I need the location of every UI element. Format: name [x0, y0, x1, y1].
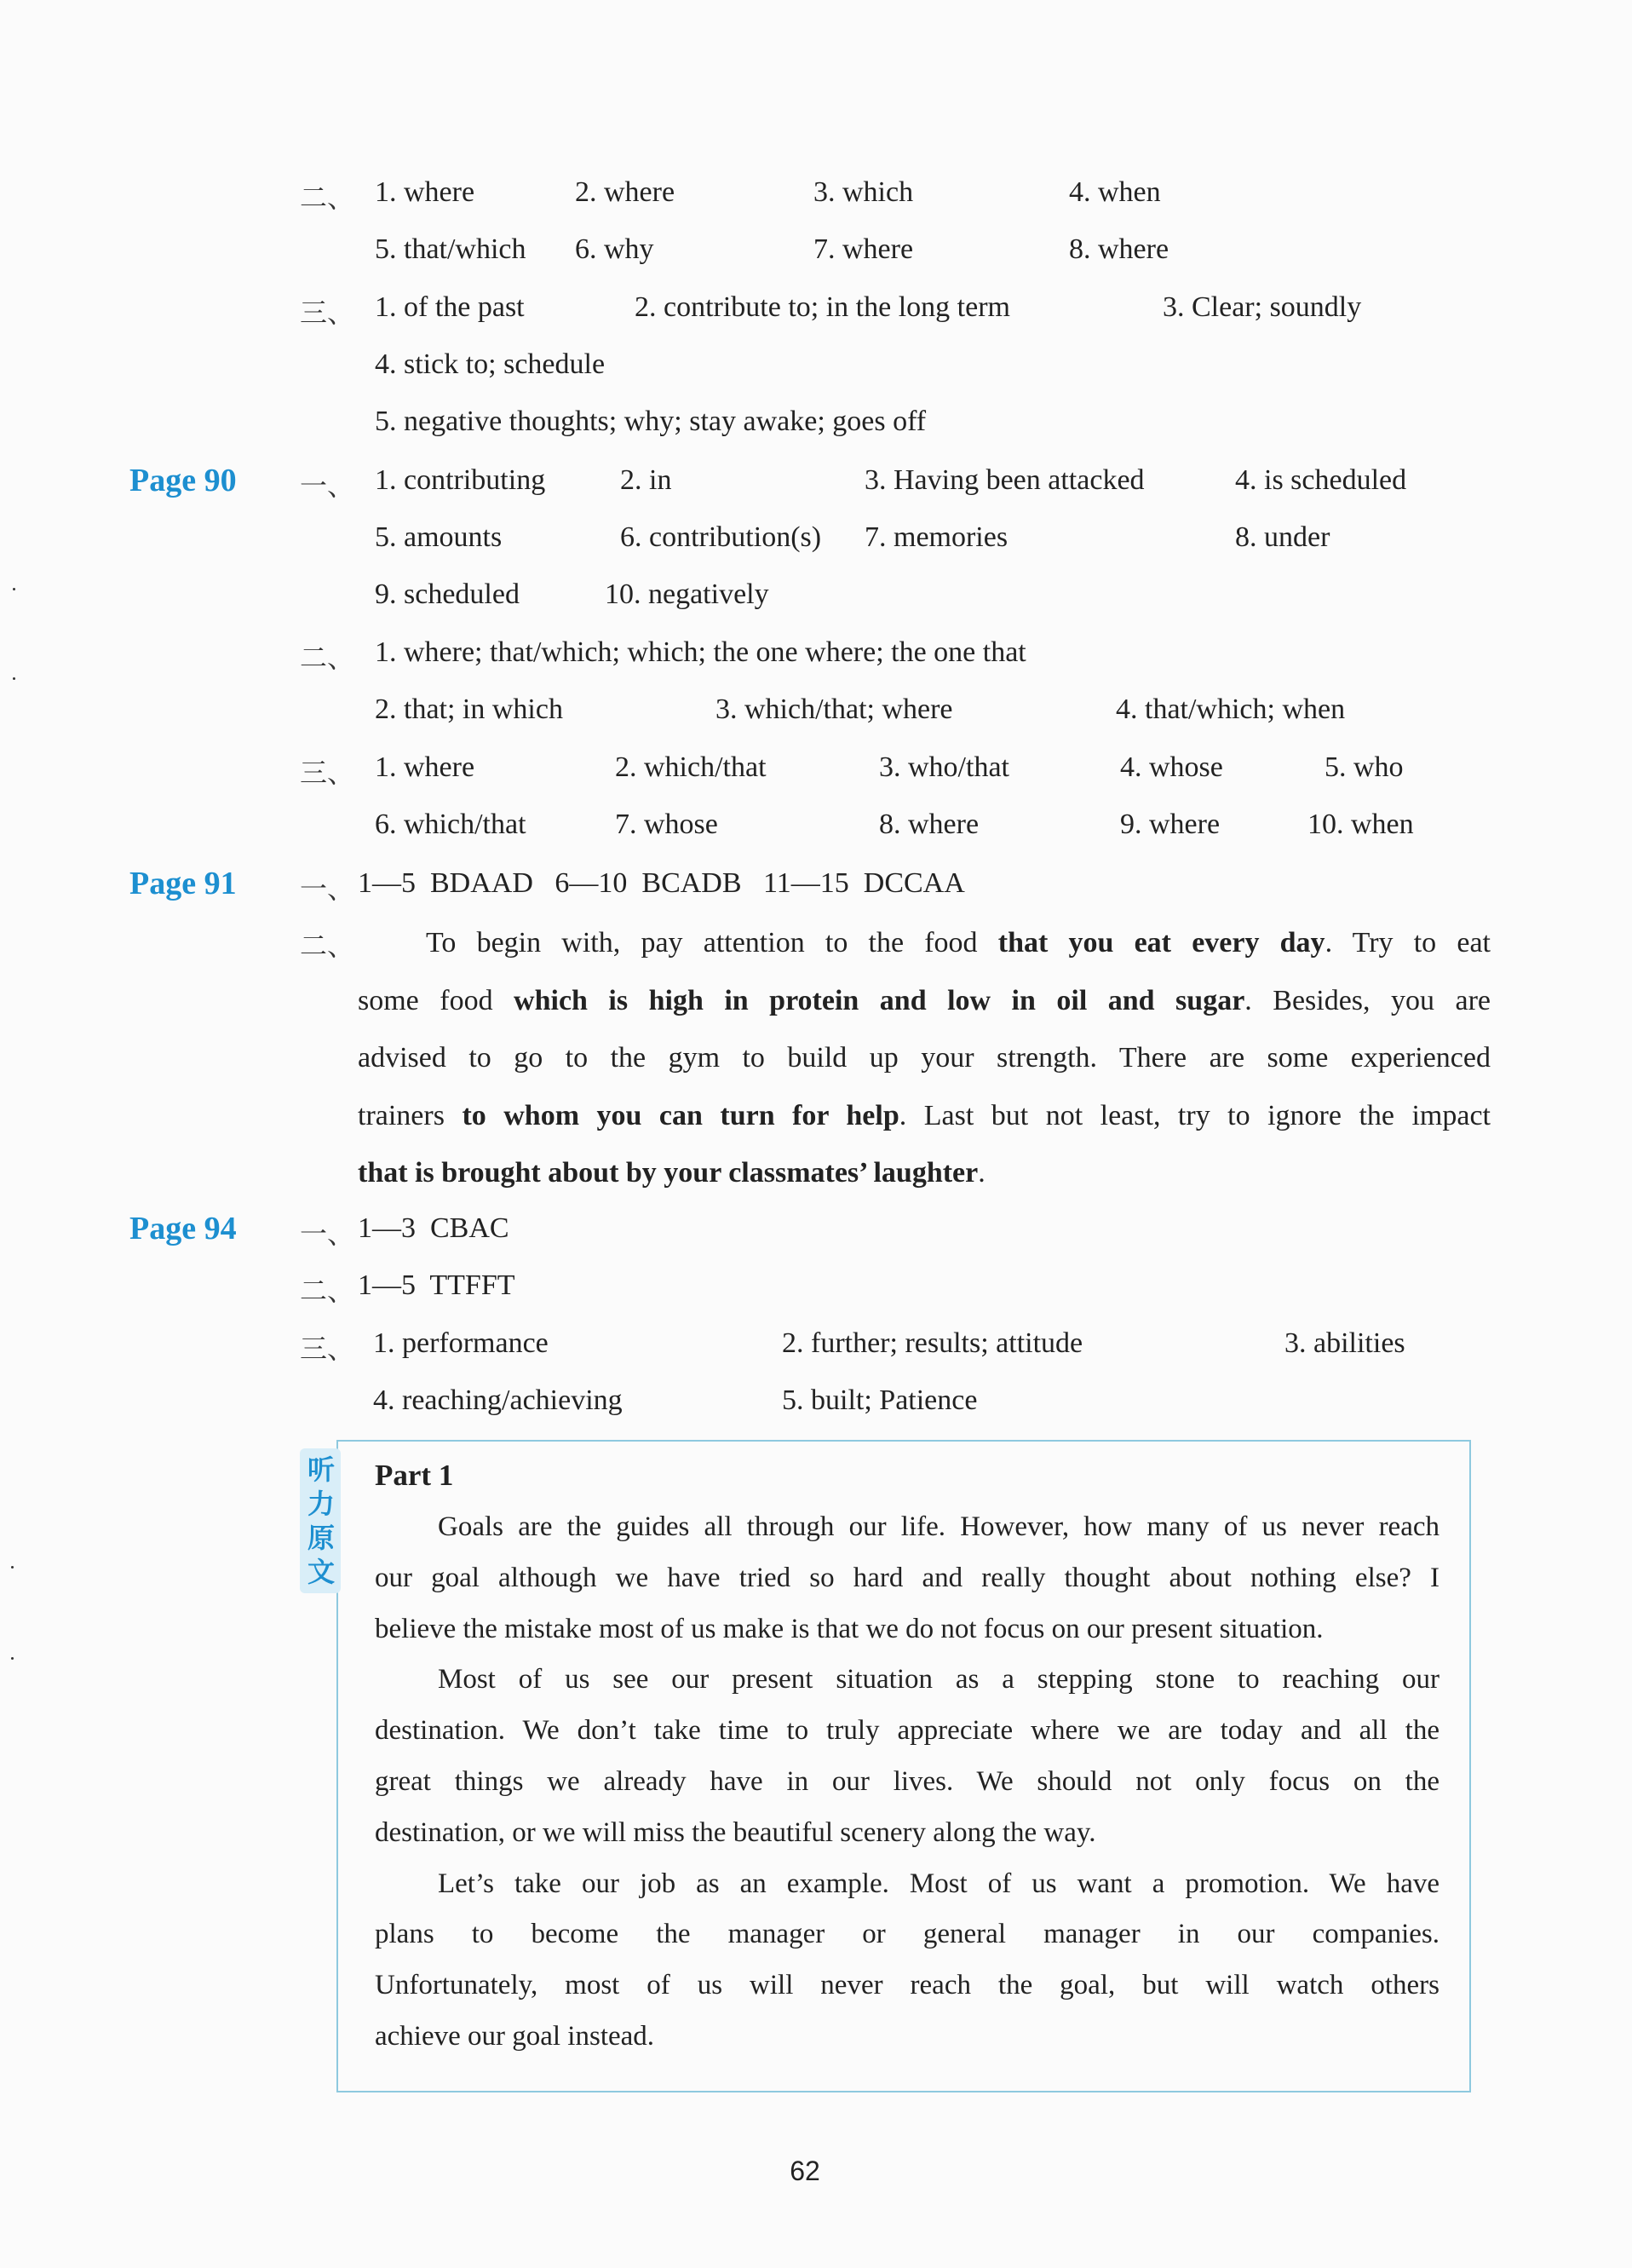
listening-tag-label: 听力原文: [307, 1453, 335, 1588]
text-line: great things we already have in our lives. We should not only focus on the: [375, 1765, 1439, 1797]
answer: 4. stick to; schedule: [375, 348, 606, 380]
answer: 9. where: [1120, 809, 1221, 840]
answer: 7. memories: [865, 521, 1009, 553]
section-marker: 二、: [300, 642, 355, 674]
text-line: believe the mistake most of us make is that we do not focus on our present situation.: [375, 1613, 1324, 1644]
answer: 8. where: [1069, 233, 1169, 265]
answer: 7. where: [813, 233, 914, 265]
answer: 9. scheduled: [375, 579, 520, 610]
text-line: Unfortunately, most of us will never reach the goal, but will watch others: [375, 1970, 1439, 2001]
text-line: our goal although we have tried so hard and really thought about nothing else? I: [375, 1562, 1439, 1593]
answer: 6. which/that: [375, 809, 526, 840]
answer: 1. where: [375, 751, 475, 783]
answer: 4. whose: [1120, 751, 1223, 783]
answer: 2. in: [620, 464, 672, 496]
page-number: 62: [790, 2156, 820, 2186]
answer-key: 1—5 BDAAD 6—10 BCADB 11—15 DCCAA: [358, 867, 965, 899]
scan-speck: [13, 588, 15, 590]
scan-speck: [13, 677, 15, 680]
answer: 5. amounts: [375, 521, 503, 553]
answer: 6. contribution(s): [620, 521, 822, 553]
section-marker: 三、: [300, 757, 355, 789]
section-marker: 三、: [300, 296, 355, 329]
page-label: Page 90: [129, 463, 237, 498]
answer: 4. is scheduled: [1235, 464, 1407, 496]
answer: 1. of the past: [375, 291, 525, 323]
answer: 10. when: [1307, 809, 1414, 840]
answer-key: 1—3 CBAC: [358, 1212, 509, 1244]
answer: 3. Clear; soundly: [1163, 291, 1362, 323]
answer: 8. where: [879, 809, 980, 840]
answer: 5. who: [1325, 751, 1404, 783]
section-marker: 一、: [300, 1217, 355, 1250]
answer: 1. where; that/which; which; the one where; the one that: [375, 636, 1026, 668]
section-marker: 二、: [300, 181, 355, 214]
answer: 6. why: [575, 233, 654, 265]
answer: 3. which/that; where: [715, 694, 953, 725]
section-marker: 一、: [300, 872, 355, 905]
scan-speck: [11, 1566, 14, 1569]
answer: 7. whose: [615, 809, 718, 840]
answer: 2. that; in which: [375, 694, 563, 725]
text-line: plans to become the manager or general manager in our companies.: [375, 1919, 1439, 1950]
answer: 5. that/which: [375, 233, 526, 265]
answer-key: 1—5 TTFFT: [358, 1269, 515, 1301]
section-marker: 二、: [300, 930, 355, 962]
text-line: Most of us see our present situation as a stepping stone to reaching our: [438, 1664, 1439, 1695]
answer: 2. further; results; attitude: [782, 1327, 1083, 1359]
answer: 2. where: [575, 176, 675, 208]
listening-text: [375, 1502, 1439, 2063]
answer: 1. where: [375, 176, 475, 208]
answer: 3. who/that: [879, 751, 1009, 783]
model-paragraph: To begin with, pay attention to the food that you eat every day. Try to eat some food which is high in protein and low in oil and sugar. Besides, you are advised to go to the gym to build up your strength. There are some experienced trainers to whom you can turn for help. Last but not least, try to ignore the impact that is brought about by your classmates’ laughter.: [358, 927, 1491, 1189]
answer: 4. when: [1069, 176, 1161, 208]
answer: 3. which: [813, 176, 914, 208]
answer: 4. that/which; when: [1116, 694, 1346, 725]
section-marker: 三、: [300, 1333, 355, 1365]
text-line: achieve our goal instead.: [375, 2020, 655, 2052]
answer: 8. under: [1235, 521, 1330, 553]
answer: 2. which/that: [615, 751, 767, 783]
answer: 3. Having been attacked: [865, 464, 1145, 496]
answer: 5. built; Patience: [782, 1384, 978, 1416]
page-label: Page 94: [129, 1211, 237, 1246]
text-line: destination, or we will miss the beautiful scenery along the way.: [375, 1816, 1096, 1848]
page-label: Page 91: [129, 866, 237, 901]
text-line: destination. We don’t take time to truly appreciate where we are today and all the: [375, 1715, 1439, 1747]
text-line: Let’s take our job as an example. Most of us want a promotion. We have: [438, 1868, 1439, 1899]
answer: 1. contributing: [375, 464, 546, 496]
answer: 4. reaching/achieving: [373, 1384, 623, 1416]
scan-speck: [11, 1657, 14, 1660]
answer: 2. contribute to; in the long term: [635, 291, 1010, 323]
section-marker: 一、: [300, 469, 355, 502]
answer: 5. negative thoughts; why; stay awake; goes off: [375, 406, 927, 437]
part-title: Part 1: [375, 1459, 454, 1492]
answer: 10. negatively: [605, 579, 769, 610]
section-marker: 二、: [300, 1275, 355, 1307]
answer: 1. performance: [373, 1327, 549, 1359]
text-line: Goals are the guides all through our life. However, how many of us never reach: [438, 1511, 1439, 1542]
answer: 3. abilities: [1284, 1327, 1405, 1359]
